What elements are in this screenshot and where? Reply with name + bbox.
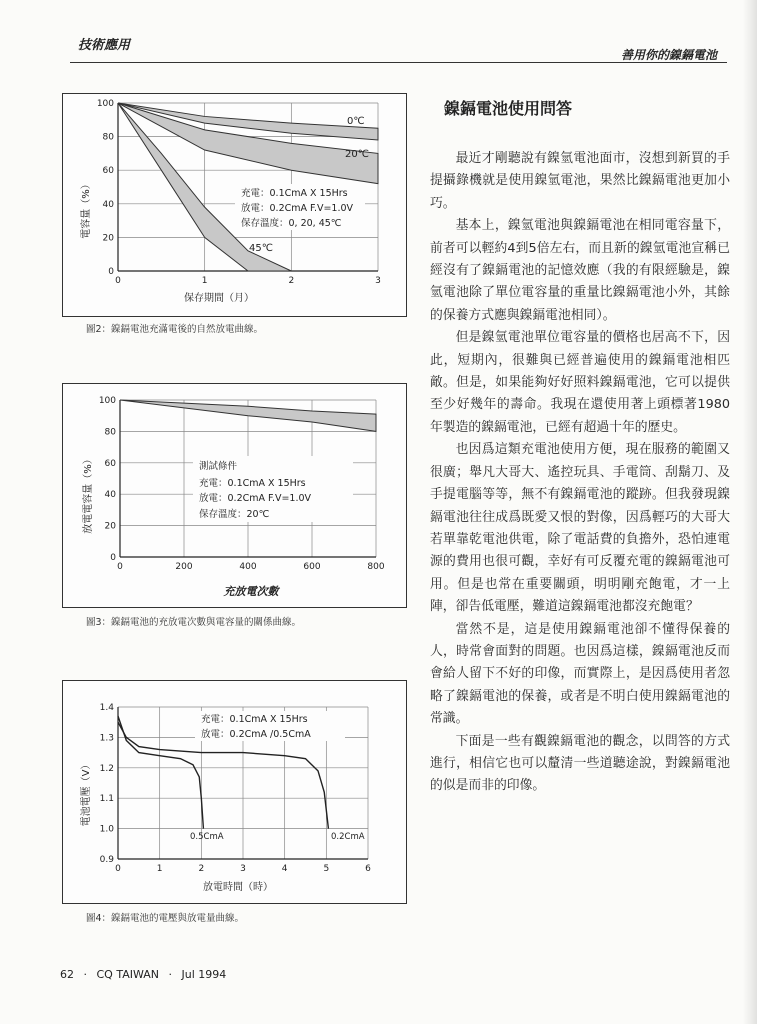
figure-3 (62, 383, 407, 608)
fig3-ytick-label: 20 (104, 521, 116, 532)
fig2-legend-1: 充電：0.1CmA X 15Hrs (241, 188, 348, 199)
fig4-xtick-label: 6 (365, 864, 371, 874)
page-edge-shadow (743, 0, 757, 1024)
fig4-legend-1: 充電：0.1CmA X 15Hrs (201, 714, 308, 725)
figure-2 (62, 93, 407, 317)
fig2-ytick-label: 80 (102, 132, 114, 143)
fig2-ytick-label: 60 (102, 166, 114, 177)
fig2-band-label-20: 20℃ (345, 149, 369, 160)
fig4-xtick-label: 4 (281, 864, 288, 874)
footer-separator: · (168, 968, 172, 981)
fig2-caption: 圖2：鎳鎘電池充滿電後的自然放電曲線。 (86, 324, 264, 335)
fig2-ytick-label: 40 (102, 199, 114, 210)
fig2-chart (63, 94, 406, 316)
fig4-ytick-label: 1.2 (99, 763, 114, 774)
fig4-ytick-label: 1.0 (99, 824, 114, 835)
fig2-band-1 (118, 103, 378, 184)
fig2-xtick-label: 2 (288, 276, 295, 286)
paragraph: 下面是一些有觀鎳鎘電池的觀念，以問答的方式進行，相信它也可以釐清一些道聽途說，對鎳鎘電池的似是而非的印像。 (430, 733, 730, 794)
fig3-ylabel: 放電電容量（%） (83, 454, 94, 534)
fig2-ylabel: 電容量（%） (81, 179, 92, 239)
fig3-ytick-label: 100 (98, 396, 116, 406)
fig3-legend-title: 測試條件 (199, 461, 238, 472)
article-title: 鎳鎘電池使用問答 (444, 99, 573, 118)
fig2-band-label-0: 0℃ (347, 116, 365, 127)
fig4-ytick-label: 1.3 (99, 733, 114, 744)
fig3-xtick-label: 800 (367, 562, 385, 572)
paragraph: 但是鎳氫電池單位電容量的價格也居高不下，因此，短期內，很難與已經普遍使用的鎳鎘電池相匹敵。但是，如果能夠好好照料鎳鎘電池，它可以提供至少好幾年的壽命。我現在還使用著上頭標著1980年製造的鎳鎘電池，已經有超過十年的歷史。 (430, 330, 730, 435)
fig3-ytick-label: 80 (104, 427, 116, 438)
footer-separator: · (83, 968, 87, 981)
fig4-legend-2: 放電：0.2CmA /0.5CmA (201, 729, 311, 740)
paragraph: 基本上，鎳氫電池與鎳鎘電池在相同電容量下，前者可以輕約4到5倍左右，而且新的鎳氫電池宣稱已經沒有了鎳鎘電池的記憶效應（我的有限經驗是，鎳氫電池除了單位電容量的重量比鎳鎘電池小外，其餘的保養方式應與鎳鎘電池相同）。 (430, 218, 730, 323)
fig4-xlabel: 放電時間（時） (203, 882, 273, 893)
fig4-xtick-label: 2 (198, 864, 205, 874)
fig2-band-label-45: 45℃ (249, 243, 273, 254)
fig2-legend-3: 保存溫度：0, 20, 45℃ (241, 218, 342, 229)
fig2-xtick-label: 0 (115, 276, 121, 286)
fig3-legend-3: 保存溫度：20℃ (199, 509, 270, 520)
issue-date: Jul 1994 (181, 968, 227, 981)
fig3-legend-1: 充電：0.1CmA X 15Hrs (199, 478, 306, 489)
fig4-chart (63, 681, 406, 903)
fig4-ytick-label: 1.4 (99, 703, 114, 713)
fig3-xtick-label: 400 (239, 562, 257, 572)
page-footer (60, 968, 232, 981)
section-label: 技術應用 (78, 38, 131, 53)
fig4-caption: 圖4：鎳鎘電池的電壓與放電量曲線。 (86, 913, 245, 924)
magazine-name: CQ TAIWAN (96, 968, 159, 981)
fig2-legend-2: 放電：0.2CmA F.V=1.0V (241, 203, 354, 214)
fig3-ytick-label: 40 (104, 490, 116, 501)
fig3-legend-2: 放電：0.2CmA F.V=1.0V (199, 493, 312, 504)
header-rule (70, 62, 727, 63)
paragraph: 最近才剛聽說有鎳氫電池面市，沒想到新買的手提攝錄機就是使用鎳氫電池，果然比鎳鎘電池更加小巧。 (430, 151, 730, 211)
fig2-ytick-label: 100 (96, 99, 114, 109)
fig2-xtick-label: 3 (375, 276, 381, 286)
fig3-caption: 圖3：鎳鎘電池的充放電次數與電容量的關係曲線。 (86, 617, 302, 628)
fig4-ylabel: 電池電壓（V） (81, 759, 92, 827)
fig2-ytick-label: 0 (108, 267, 114, 277)
fig2-xtick-label: 1 (201, 276, 208, 286)
fig3-xtick-label: 600 (303, 562, 321, 572)
fig3-ytick-label: 0 (110, 553, 116, 563)
fig3-ytick-label: 60 (104, 458, 116, 469)
fig3-xlabel: 充放電次數 (223, 585, 279, 598)
article-body (430, 148, 730, 798)
fig4-xtick-label: 0 (115, 864, 121, 874)
fig4-xtick-label: 1 (156, 864, 163, 874)
fig4-curve-label-05: 0.5CmA (190, 832, 224, 842)
fig4-xtick-label: 3 (240, 864, 246, 874)
paragraph: 也因爲這類充電池使用方便，現在服務的範圍又很廣；舉凡大哥大、遙控玩具、手電筒、刮鬍刀、及手提電腦等等，無不有鎳鎘電池的蹤跡。但我發現鎳鎘電池往往成爲既愛又恨的對像，因爲輕巧的大哥大若單靠乾電池供電，除了電話費的負擔外，恐怕連電源的費用也很可觀，幸好有可反覆充電的鎳鎘電池可用。但是也常在重要關頭，明明剛充飽電，才一上陣，卻告低電壓，難道這鎳鎘電池都沒充飽電？ (430, 442, 730, 615)
figure-4 (62, 680, 407, 904)
fig3-xtick-label: 0 (117, 562, 123, 572)
fig4-ytick-label: 1.1 (99, 794, 114, 805)
fig3-xtick-label: 200 (175, 562, 193, 572)
fig4-series-line-0 (118, 716, 203, 828)
running-title: 善用你的鎳鎘電池 (620, 48, 717, 62)
fig3-chart (63, 384, 406, 607)
fig2-xlabel: 保存期間（月） (184, 293, 254, 304)
fig4-xtick-label: 5 (323, 864, 330, 874)
fig4-curve-label-02: 0.2CmA (331, 832, 365, 842)
paragraph: 當然不是，這是使用鎳鎘電池卻不懂得保養的人，時常會面對的問題。也因爲這樣，鎳鎘電池反而會給人留下不好的印像，而實際上，是因爲使用者忽略了鎳鎘電池的保養，或者是不明白使用鎳鎘電池的常識。 (430, 621, 730, 727)
fig2-ytick-label: 20 (102, 233, 114, 244)
fig4-ytick-label: 0.9 (99, 855, 114, 865)
page-number: 62 (60, 968, 74, 981)
